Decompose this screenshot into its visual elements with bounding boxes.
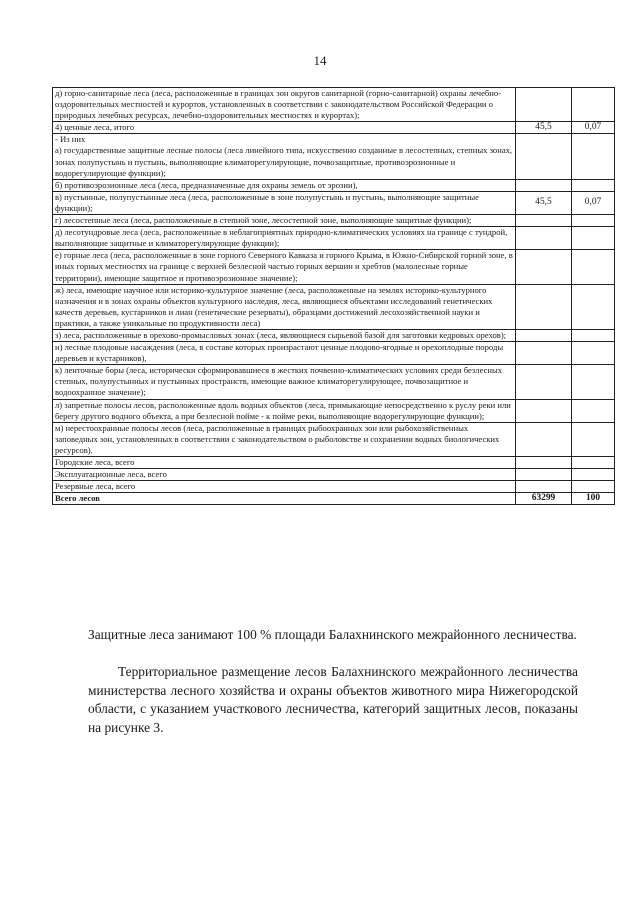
percent-cell bbox=[572, 215, 615, 227]
area-cell bbox=[516, 329, 572, 341]
category-cell: 4) ценные леса, итого bbox=[53, 122, 516, 134]
area-cell bbox=[516, 481, 572, 493]
percent-cell bbox=[572, 329, 615, 341]
percent-cell bbox=[572, 457, 615, 469]
percent-cell bbox=[572, 399, 615, 422]
area-cell bbox=[516, 227, 572, 250]
percent-cell: 0,07 bbox=[572, 191, 615, 214]
area-cell: 63299 bbox=[516, 493, 572, 505]
table-row bbox=[53, 179, 615, 191]
category-cell: г) лесостепные леса (леса, расположенные в степной зоне, лесостепной зоне, выполняющие защитные функции); bbox=[53, 215, 516, 227]
table-row bbox=[53, 469, 615, 481]
table-row bbox=[53, 122, 615, 134]
page-number: 14 bbox=[313, 53, 327, 68]
table-row bbox=[53, 481, 615, 493]
category-cell: д) лесотундровые леса (леса, расположенные в неблагоприятных природно-климатических условиях на границе с тундрой, выполняющие защитные и климаторегулирующие функции); bbox=[53, 227, 516, 250]
percent-cell bbox=[572, 227, 615, 250]
percent-cell bbox=[572, 88, 615, 122]
area-cell: 45,5 bbox=[516, 122, 572, 134]
category-cell: к) ленточные боры (леса, исторически сформировавшиеся в жестких почвенно-климатических условиях среди безлесных степных, полупустынных и пустынных пространств, имеющие важное климаторегулирующее, почвозащитное и водоохранное значение); bbox=[53, 365, 516, 399]
area-cell bbox=[516, 365, 572, 399]
table-row bbox=[53, 134, 615, 179]
table-body bbox=[53, 88, 615, 505]
category-cell: л) запретные полосы лесов, расположенные вдоль водных объектов (леса, примыкающие непосредственно к руслу реки или берегу другого водного объекта, а при безлесной пойме - к пойме реки, выполняющие водорегулирующие функции); bbox=[53, 399, 516, 422]
percent-cell bbox=[572, 365, 615, 399]
area-cell bbox=[516, 457, 572, 469]
category-cell: Городские леса, всего bbox=[53, 457, 516, 469]
area-cell bbox=[516, 342, 572, 365]
percent-cell bbox=[572, 134, 615, 179]
percent-cell bbox=[572, 481, 615, 493]
table-row bbox=[53, 284, 615, 329]
category-cell: ж) леса, имеющие научное или историко-культурное значение (леса, расположенные на землях историко-культурного назначения и в зонах охраны объектов культурного наследия, леса, являющиеся объектами исследований генетических качеств деревьев, кустарников и лиан (генетические резерваты), образцами достижений лесохозяйственной науки и практики, а также уникальные по продуктивности леса) bbox=[53, 284, 516, 329]
area-cell bbox=[516, 215, 572, 227]
percent-cell bbox=[572, 342, 615, 365]
percent-cell: 100 bbox=[572, 493, 615, 505]
table-row bbox=[53, 250, 615, 284]
area-cell bbox=[516, 422, 572, 456]
percent-cell: 0,07 bbox=[572, 122, 615, 134]
table-row bbox=[53, 342, 615, 365]
category-cell: Всего лесов bbox=[53, 493, 516, 505]
category-cell: б) противоэрозионные леса (леса, предназначенные для охраны земель от эрозии), bbox=[53, 179, 516, 191]
category-cell: Резервные леса, всего bbox=[53, 481, 516, 493]
table-row bbox=[53, 329, 615, 341]
area-cell bbox=[516, 284, 572, 329]
category-cell: д) горно-санитарные леса (леса, расположенные в границах зон округов санитарной (горно-санитарной) охраны лечебно-оздоровительных местностей и курортов, установленных в соответствии с законодательством Российской Федерации о природных лечебных ресурсах, лечебно-оздоровительных местностях и курортах); bbox=[53, 88, 516, 122]
percent-cell bbox=[572, 469, 615, 481]
forest-distribution-paragraph: Территориальное размещение лесов Балахнинского межрайонного лесничества министерства лесного хозяйства и охраны объектов животного мира Нижегородской области, с указанием участкового лесничества, категорий защитных лесов, показаны на рисунке 3. bbox=[88, 664, 578, 735]
table-row bbox=[53, 457, 615, 469]
area-cell bbox=[516, 399, 572, 422]
table-row bbox=[53, 493, 615, 505]
percent-cell bbox=[572, 179, 615, 191]
category-cell: и) лесные плодовые насаждения (леса, в составе которых произрастают ценные плодово-ягодные и орехоплодные породы деревьев и кустарников), bbox=[53, 342, 516, 365]
category-cell: Эксплуатационные леса, всего bbox=[53, 469, 516, 481]
percent-cell bbox=[572, 284, 615, 329]
table-row bbox=[53, 422, 615, 456]
area-cell bbox=[516, 134, 572, 179]
category-cell: - Из них а) государственные защитные лесные полосы (леса линейного типа, искусственно созданные в лесостепных, степных зонах, зонах полупустынь и пустынь, выполняющие климаторегулирующие, почвозащитные, противоэрозионные и водорегулирующие функции); bbox=[53, 134, 516, 179]
table-row bbox=[53, 227, 615, 250]
protective-forests-paragraph: Защитные леса занимают 100 % площади Балахнинского межрайонного лесничества. bbox=[88, 627, 577, 642]
percent-cell bbox=[572, 422, 615, 456]
category-cell: з) леса, расположенные в орехово-промысловых зонах (леса, являющиеся сырьевой базой для заготовки кедровых орехов); bbox=[53, 329, 516, 341]
area-cell: 45,5 bbox=[516, 191, 572, 214]
percent-cell bbox=[572, 250, 615, 284]
area-cell bbox=[516, 88, 572, 122]
table-row bbox=[53, 215, 615, 227]
table-row bbox=[53, 399, 615, 422]
category-cell: в) пустынные, полупустынные леса (леса, расположенные в зоне полупустынь и пустынь, выполняющие защитные функции); bbox=[53, 191, 516, 214]
table-row bbox=[53, 191, 615, 214]
table-row bbox=[53, 365, 615, 399]
table-row bbox=[53, 88, 615, 122]
category-cell: е) горные леса (леса, расположенные в зоне горного Северного Кавказа и горного Крыма, в Южно-Сибирской горной зоне, в иных горных местностях на границе с верхней безлесной частью горных вершин и хребтов (малолесные горные территории), имеющие защитное и противоэрозионное значение); bbox=[53, 250, 516, 284]
category-cell: м) нерестоохранные полосы лесов (леса, расположенные в границах рыбоохранных зон или рыбохозяйственных заповедных зон, установленных в соответствии с законодательством о рыболовстве и сохранении водных биологических ресурсов). bbox=[53, 422, 516, 456]
area-cell bbox=[516, 250, 572, 284]
area-cell bbox=[516, 469, 572, 481]
forest-categories-table bbox=[52, 87, 615, 505]
area-cell bbox=[516, 179, 572, 191]
